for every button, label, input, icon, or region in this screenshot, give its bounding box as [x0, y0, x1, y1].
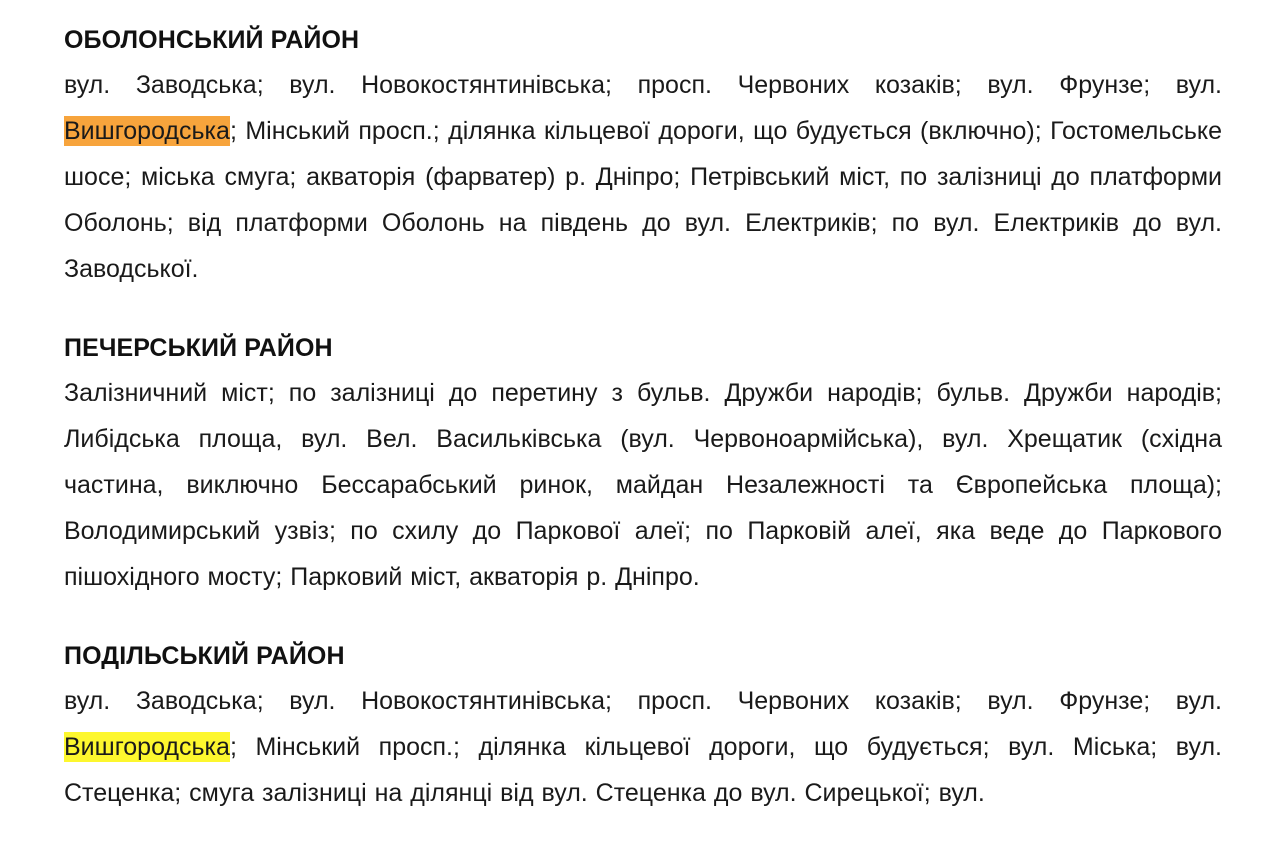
- section-title: ПЕЧЕРСЬКИЙ РАЙОН: [64, 334, 333, 362]
- section-title: ОБОЛОНСЬКИЙ РАЙОН: [64, 26, 360, 54]
- body-text: вул. Заводська; вул. Новокостянтинівська; просп. Червоних козаків; вул. Фрунзе; вул.: [64, 71, 1222, 99]
- body-text: вул. Заводська; вул. Новокостянтинівська; просп. Червоних козаків; вул. Фрунзе; вул.: [64, 687, 1222, 715]
- section-title: ПОДІЛЬСЬКИЙ РАЙОН: [64, 642, 345, 670]
- section-obolonskyi: [64, 18, 1222, 292]
- section-pecherskyi: [64, 326, 1222, 600]
- document-page: [64, 18, 1222, 850]
- highlighted-street: Вишгородська: [64, 117, 230, 145]
- section-body: [64, 678, 1222, 816]
- body-text: ; Мінський просп.; ділянка кільцевої дороги, що будується (включно); Гостомельське шосе; міська смуга; акваторія (фарватер) р. Дніпро; Петрівський міст, по залізниці до платформи Оболонь; від платформи Оболонь на південь до вул. Електриків; по вул. Електриків до вул. Заводської.: [64, 117, 1222, 283]
- highlighted-street: Вишгородська: [64, 733, 230, 761]
- section-podilskyi: [64, 634, 1222, 816]
- body-text: ; Мінський просп.; ділянка кільцевої дороги, що будується; вул. Міська; вул. Стеценка; смуга залізниці на ділянці від вул. Стеценка до вул. Сирецької; вул.: [64, 733, 1222, 807]
- section-body: Залізничний міст; по залізниці до перетину з бульв. Дружби народів; бульв. Дружби народів; Либідська площа, вул. Вел. Васильківська (вул. Червоноармійська), вул. Хрещатик (східна частина, виключно Бессарабський ринок, майдан Незалежності та Європейська площа); Володимирський узвіз; по схилу до Паркової алеї; по Парковій алеї, яка веде до Паркового пішохідного мосту; Парковий міст, акваторія р. Дніпро.: [64, 379, 1222, 591]
- section-body: [64, 62, 1222, 292]
